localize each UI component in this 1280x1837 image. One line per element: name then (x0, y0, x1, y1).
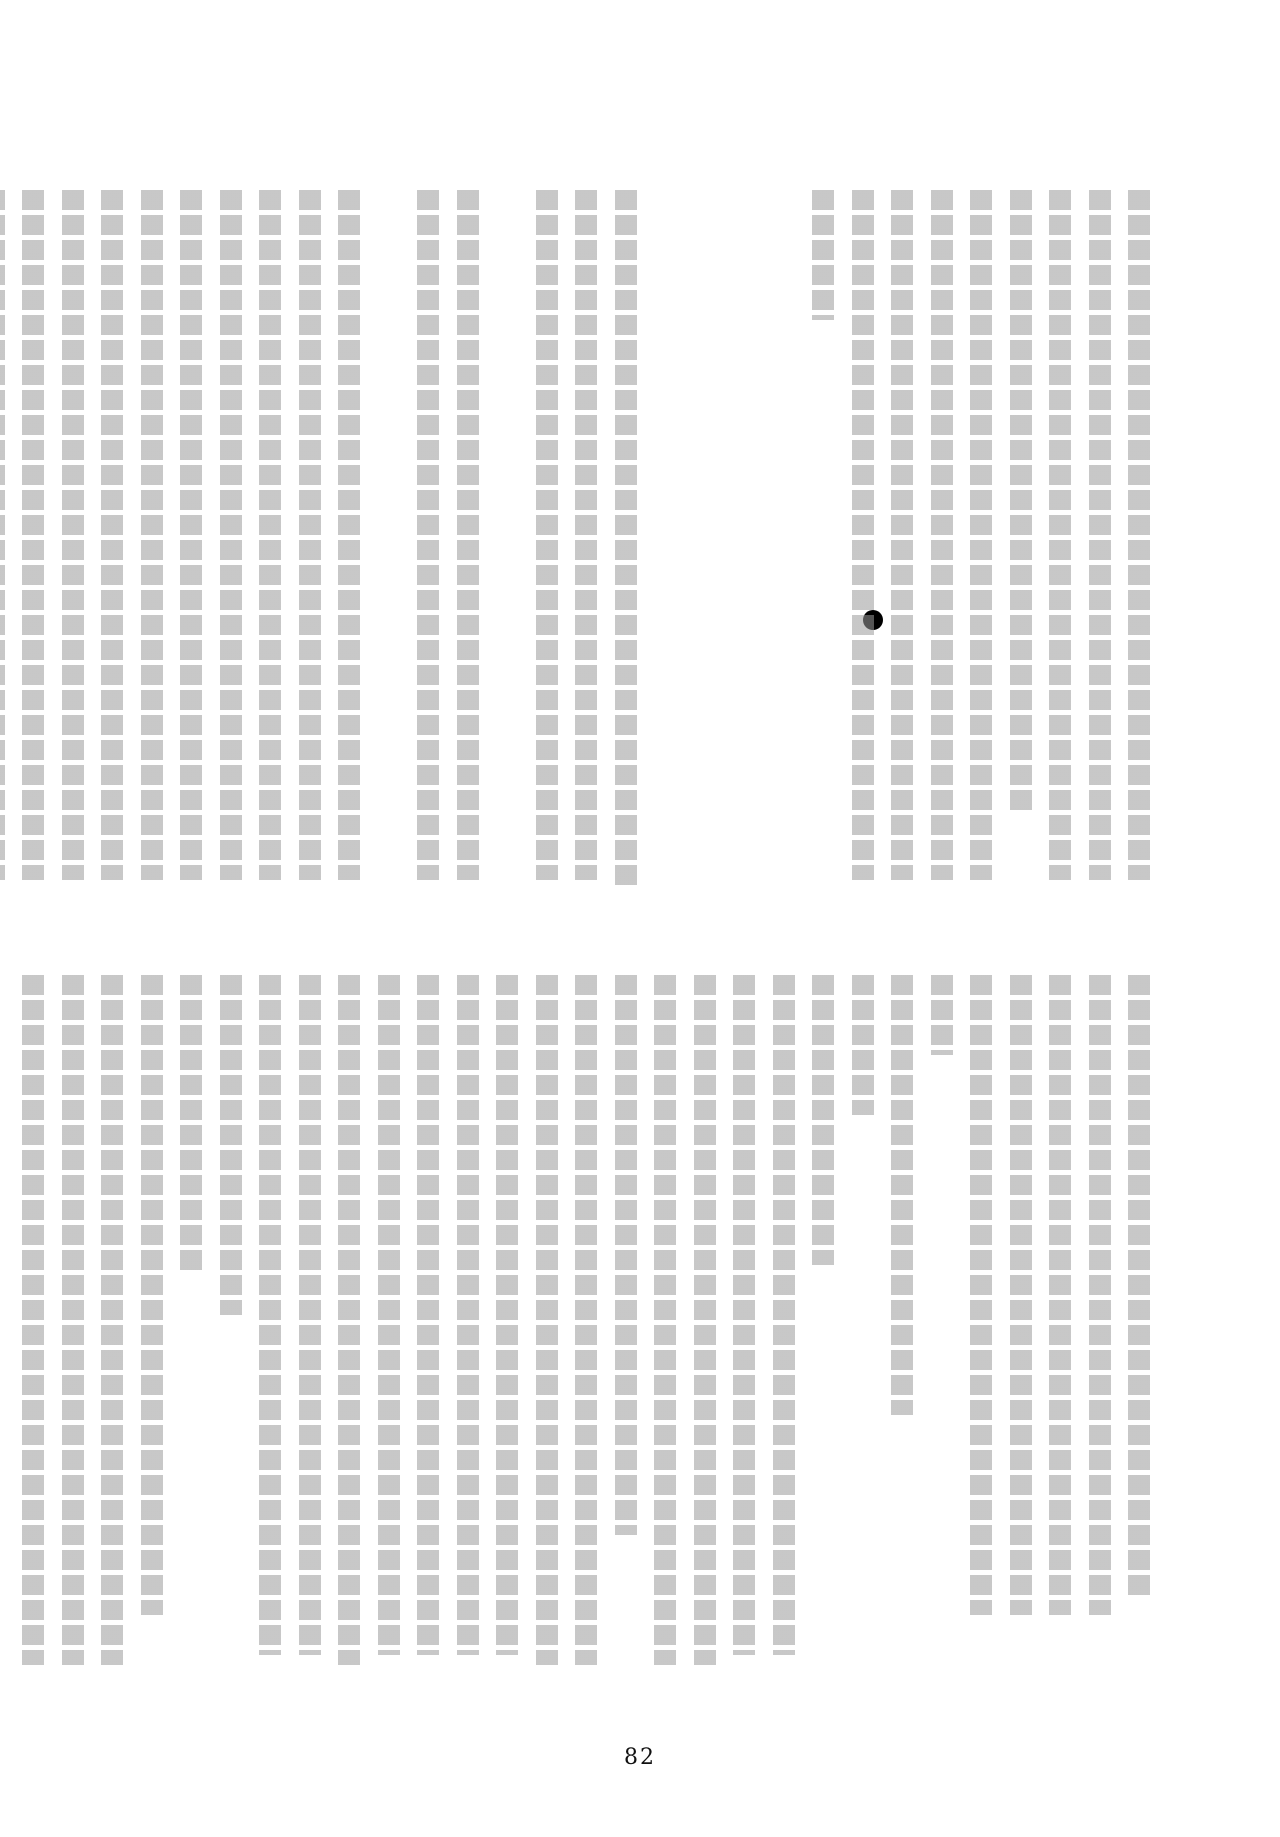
text-column-placeholder (1049, 190, 1071, 880)
text-column-placeholder (338, 975, 360, 1665)
text-column-placeholder (1089, 975, 1111, 1615)
text-column-placeholder (812, 975, 834, 1265)
text-column-placeholder (417, 975, 439, 1655)
text-column-placeholder (62, 975, 84, 1665)
text-column-placeholder (1010, 975, 1032, 1615)
text-column-placeholder (1049, 975, 1071, 1615)
text-column-placeholder (694, 975, 716, 1665)
text-column-placeholder (931, 190, 953, 880)
text-column-placeholder (536, 975, 558, 1665)
text-column-placeholder (812, 190, 834, 320)
text-column-placeholder (259, 975, 281, 1655)
text-column-placeholder (931, 975, 953, 1055)
text-column-placeholder (141, 975, 163, 1615)
text-column-placeholder (891, 190, 913, 880)
text-column-placeholder (338, 190, 360, 880)
text-column-placeholder (457, 190, 479, 880)
text-column-placeholder (615, 975, 637, 1535)
text-column-placeholder (299, 190, 321, 880)
text-column-placeholder (457, 975, 479, 1655)
text-column-placeholder (141, 190, 163, 880)
text-column-placeholder (852, 190, 874, 880)
text-column-placeholder (575, 190, 597, 880)
text-column-placeholder (891, 975, 913, 1415)
text-column-placeholder (220, 975, 242, 1315)
text-column-placeholder (62, 190, 84, 880)
text-column-placeholder (1128, 975, 1150, 1595)
page-number: 82 (624, 1745, 656, 1770)
text-column-placeholder (101, 975, 123, 1665)
text-column-placeholder (101, 190, 123, 880)
text-column-placeholder (970, 975, 992, 1615)
text-column-placeholder (220, 190, 242, 880)
text-column-placeholder (1089, 190, 1111, 880)
text-column-placeholder (22, 190, 44, 880)
text-column-placeholder (575, 975, 597, 1665)
text-column-placeholder (22, 975, 44, 1665)
text-column-placeholder (259, 190, 281, 880)
text-column-placeholder (733, 975, 755, 1655)
text-column-placeholder (1128, 190, 1150, 880)
text-column-placeholder (852, 975, 874, 1115)
text-column-placeholder (378, 975, 400, 1655)
text-column-placeholder (496, 975, 518, 1655)
text-column-placeholder (970, 190, 992, 880)
text-column-placeholder (180, 975, 202, 1275)
text-column-placeholder (417, 190, 439, 880)
text-column-placeholder (180, 190, 202, 880)
text-column-placeholder (654, 975, 676, 1665)
text-column-placeholder (615, 190, 637, 890)
text-column-placeholder (299, 975, 321, 1655)
text-column-placeholder (536, 190, 558, 880)
text-column-placeholder (773, 975, 795, 1655)
text-column-placeholder (0, 190, 5, 880)
text-column-placeholder (1010, 190, 1032, 810)
